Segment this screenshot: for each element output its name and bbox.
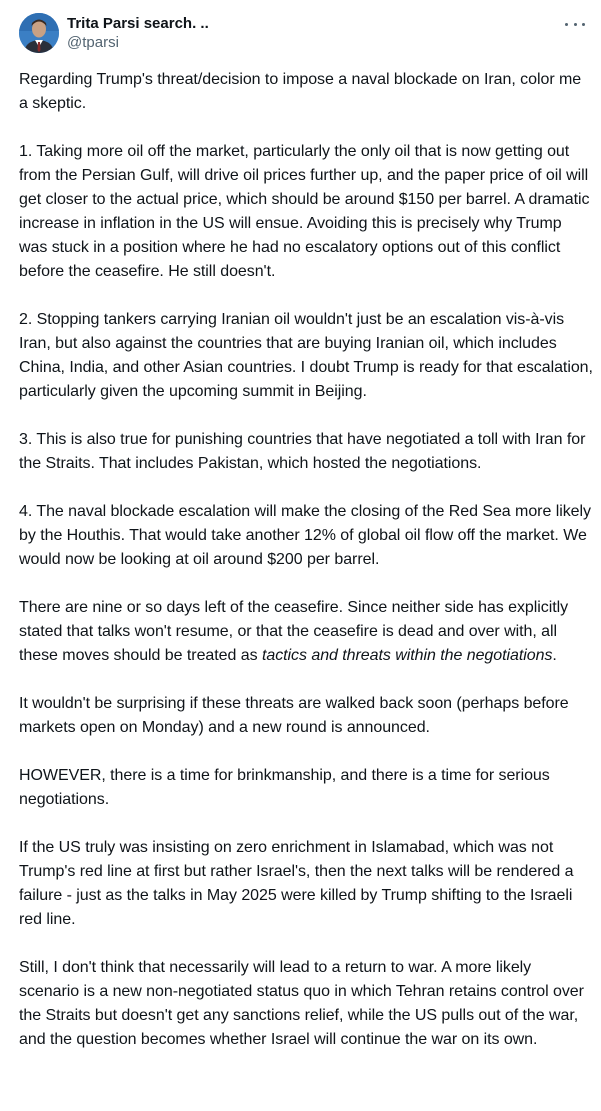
more-horizontal-icon-dot-3: [582, 23, 585, 26]
post-point-1: 1. Taking more oil off the market, particularly the only oil that is now getting out from the Persian Gulf, will drive oil prices further up, and the paper price of oil will get closer to the actual price, which should be around $150 per barrel. A dramatic increase in inflation in the US will ensue. Avoiding this is precisely why Trump was stuck in a position where he had no escalatory options out of this conflict before the ceasefire. He still doesn't.: [19, 143, 590, 280]
post-walkback: It wouldn't be surprising if these threats are walked back soon (perhaps before markets open on Monday) and a new round is announced.: [19, 695, 569, 736]
post-conclusion: Still, I don't think that necessarily will lead to a return to war. A more likely scenario is a new non-negotiated status quo in which Tehran retains control over the Straits but doesn't get any sanctions relief, while the US pulls out of the war, and the question becomes whether Israel will continue the war on its own.: [19, 959, 584, 1048]
post-point-4: 4. The naval blockade escalation will make the closing of the Red Sea more likely by the Houthis. That would take another 12% of global oil flow off the market. We would now be looking at oil around $200 per barrel.: [19, 503, 591, 568]
avatar-portrait-icon: [19, 13, 59, 53]
post-header: [19, 12, 585, 56]
post-ceasefire: [19, 596, 593, 668]
post-point-2: 2. Stopping tankers carrying Iranian oil wouldn't just be an escalation vis-à-vis Iran, but also against the countries that are buying Iranian oil, which includes China, India, and other Asian countries. I doubt Trump is ready for that escalation, particularly given the upcoming summit in Beijing.: [19, 311, 593, 400]
avatar[interactable]: [19, 13, 59, 53]
author-display-name[interactable]: Trita Parsi search. ..: [67, 15, 209, 32]
more-horizontal-icon-dot-2: [574, 23, 577, 26]
more-horizontal-icon: [565, 23, 568, 26]
post-point-3: 3. This is also true for punishing countries that have negotiated a toll with Iran for the Straits. That includes Pakistan, which hosted the negotiations.: [19, 431, 586, 472]
author-info: [67, 14, 209, 53]
post-ceasefire-emphasis: tactics and threats within the negotiations: [261, 647, 553, 664]
more-options-button[interactable]: [565, 18, 585, 30]
post-ceasefire-lead: There are nine or so days left of the ceasefire. Since neither side has explicitly stated that talks won't resume, or that the ceasefire is dead and over with, all these moves should be treated as: [19, 599, 569, 664]
post-however: HOWEVER, there is a time for brinkmanship, and there is a time for serious negotiations.: [19, 767, 550, 808]
author-handle[interactable]: @tparsi: [67, 34, 119, 51]
post-enrichment: If the US truly was insisting on zero enrichment in Islamabad, which was not Trump's red line at first but rather Israel's, then the next talks will be rendered a failure - just as the talks in May 2025 were killed by Trump shifting to the Israeli red line.: [19, 839, 574, 928]
post-intro: Regarding Trump's threat/decision to impose a naval blockade on Iran, color me a skeptic.: [19, 71, 582, 112]
post-ceasefire-end: .: [552, 647, 557, 664]
post-body: [19, 68, 593, 1052]
